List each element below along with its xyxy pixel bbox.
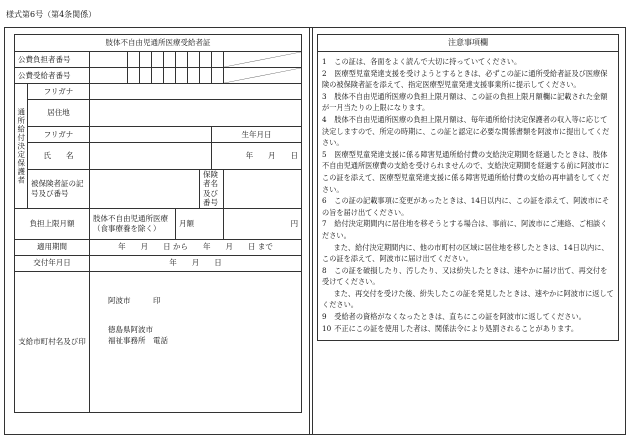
furigana2-label: フリガナ [28, 127, 90, 143]
birth-date-value: 年 月 日 [212, 143, 302, 170]
note-item [322, 311, 614, 323]
yen-label: 円 [224, 208, 302, 239]
digit-box [212, 68, 224, 84]
note-text: また、給付決定期間内に、他の市町村の区域に居住地を移したときは、14日以内に、この証を添えて、阿波市に届け出てください。 [322, 242, 609, 264]
note-text: 医療型児童発達支援を受けようとするときは、必ずこの証に通所受給者証及び医療保険の被保険者証を添えて、指定医療型児童発達支援事業所に提示してください。 [322, 68, 608, 90]
digit-box [164, 52, 176, 68]
note-text: 医療型児童発達支援に係る障害児通所給付費の支給決定期間を経過したときは、肢体不自由児通所医療費の支給を受けられませんので、支給決定期間を経過する前に阿波市にこの証を添えて、医療型児童発達支援に係る障害児通所給付費の支給の再申請をしてください。 [322, 149, 610, 194]
guardian-section-label: 通所給付決定保護者 [15, 84, 28, 209]
issuer-address: 徳島県阿波市 [108, 324, 153, 334]
furigana2-field [90, 127, 212, 143]
beneficiary-number-label: 公費受給者番号 [15, 68, 90, 84]
note-item [322, 68, 614, 91]
note-number: 9 [322, 312, 327, 322]
name-label: 氏 名 [28, 143, 90, 170]
issue-date-label: 交付年月日 [15, 255, 90, 271]
note-text: 肢体不自由児通所医療の負担上限月額は、毎年通所給付決定保護者の収入等に応じて決定しますので、所定の時期に、この証と認定に必要な関係書類を阿波市に提出してください。 [322, 114, 610, 148]
certificate-table [14, 34, 302, 413]
note-item [322, 56, 614, 68]
issue-date-value: 年 月 日 [90, 255, 302, 271]
note-number: 10 [322, 323, 332, 333]
recipient-number-box [90, 52, 128, 68]
limit-sub-label: 肢体不自由児通所医療（食事療養を除く） [90, 208, 176, 239]
digit-box [176, 68, 188, 84]
note-number: 8 [322, 265, 327, 275]
note-text: この証は、各面をよく読んで大切に持っていてください。 [334, 57, 522, 66]
recipient-number-label: 公費負担者番号 [15, 52, 90, 68]
center-divider [309, 28, 313, 434]
note-item [322, 323, 614, 335]
note-text: 給付決定期間内に居住地を移そうとする場合は、事前に、阿波市にご連絡、ご相談ください。 [322, 219, 608, 240]
insurer-label: 保険者名及び番号 [200, 170, 224, 209]
note-number: 2 [322, 68, 327, 78]
digit-box [164, 68, 176, 84]
notes-list [317, 52, 619, 341]
note-item [322, 195, 614, 218]
address-label: 居住地 [28, 100, 90, 127]
period-label: 適用期間 [15, 239, 90, 255]
insured-card-field [90, 170, 200, 209]
doc-label: 様式第6号（第4条関係） [6, 10, 97, 19]
insured-card-label: 被保険者証の記号及び番号 [28, 170, 90, 209]
digit-box [90, 68, 128, 84]
digit-box [152, 52, 164, 68]
limit-label: 負担上限月額 [15, 208, 90, 239]
digit-box [140, 52, 152, 68]
digit-box [188, 52, 200, 68]
note-text: この証の記載事項に変更があったときは、14日以内に、この証を添えて、阿波市にその旨を届け出てください。 [322, 196, 610, 217]
note-item [322, 288, 614, 311]
digit-box [152, 68, 164, 84]
digit-box [140, 68, 152, 84]
name-field [90, 143, 212, 170]
issuer-label: 支給市町村名及び印 [15, 271, 90, 412]
certificate-form [14, 34, 301, 413]
note-number: 1 [322, 57, 327, 66]
note-text: この証を破損したり、汚したり、又は紛失したときは、速やかに届け出て、再交付を受けてください。 [322, 265, 608, 287]
note-text: また、再交付を受けた後、紛失したこの証を発見したときは、速やかに阿波市に返してください。 [322, 288, 614, 310]
certificate-frame [4, 27, 626, 435]
digit-box [200, 52, 212, 68]
note-number: 4 [322, 114, 327, 124]
note-item [322, 265, 614, 288]
note-number: 7 [322, 219, 327, 229]
note-item [322, 91, 614, 114]
issuer-block [90, 271, 302, 412]
note-text: 受給者の資格がなくなったときは、直ちにこの証を阿波市に返してください。 [334, 312, 586, 322]
digit-box [128, 68, 140, 84]
note-item [322, 218, 614, 241]
note-number: 6 [322, 196, 327, 206]
insurer-field [224, 170, 302, 209]
furigana-label: フリガナ [28, 84, 90, 100]
digit-box [212, 52, 224, 68]
period-value: 年 月 日 から 年 月 日 まで [90, 239, 302, 255]
digit-box [128, 52, 140, 68]
note-item [322, 149, 614, 195]
issuer-office: 福祉事務所 電話 [108, 335, 168, 345]
birth-date-label: 生年月日 [212, 127, 302, 143]
monthly-label: 月額 [176, 208, 224, 239]
notes-title: 注意事項欄 [317, 34, 619, 52]
note-item [322, 114, 614, 149]
note-number: 5 [322, 149, 327, 159]
digit-box [188, 68, 200, 84]
note-text: 不正にこの証を使用した者は、関係法令により処罰されることがあります。 [334, 323, 579, 333]
notes-panel [317, 34, 619, 341]
note-item [322, 242, 614, 265]
digit-box [176, 52, 188, 68]
beneficiary-number-blank [224, 68, 302, 84]
issuer-city: 阿波市 印 [108, 295, 161, 305]
recipient-number-blank [224, 52, 302, 68]
note-number: 3 [322, 91, 327, 101]
furigana-field [90, 84, 302, 100]
note-text: 肢体不自由児通所医療の負担上限月額は、この証の負担上限月額欄に記載された金額が一月当たりの上限になります。 [322, 91, 608, 113]
address-field [90, 100, 302, 127]
digit-box [200, 68, 212, 84]
certificate-title: 肢体不自由児通所医療受給者証 [15, 35, 302, 52]
